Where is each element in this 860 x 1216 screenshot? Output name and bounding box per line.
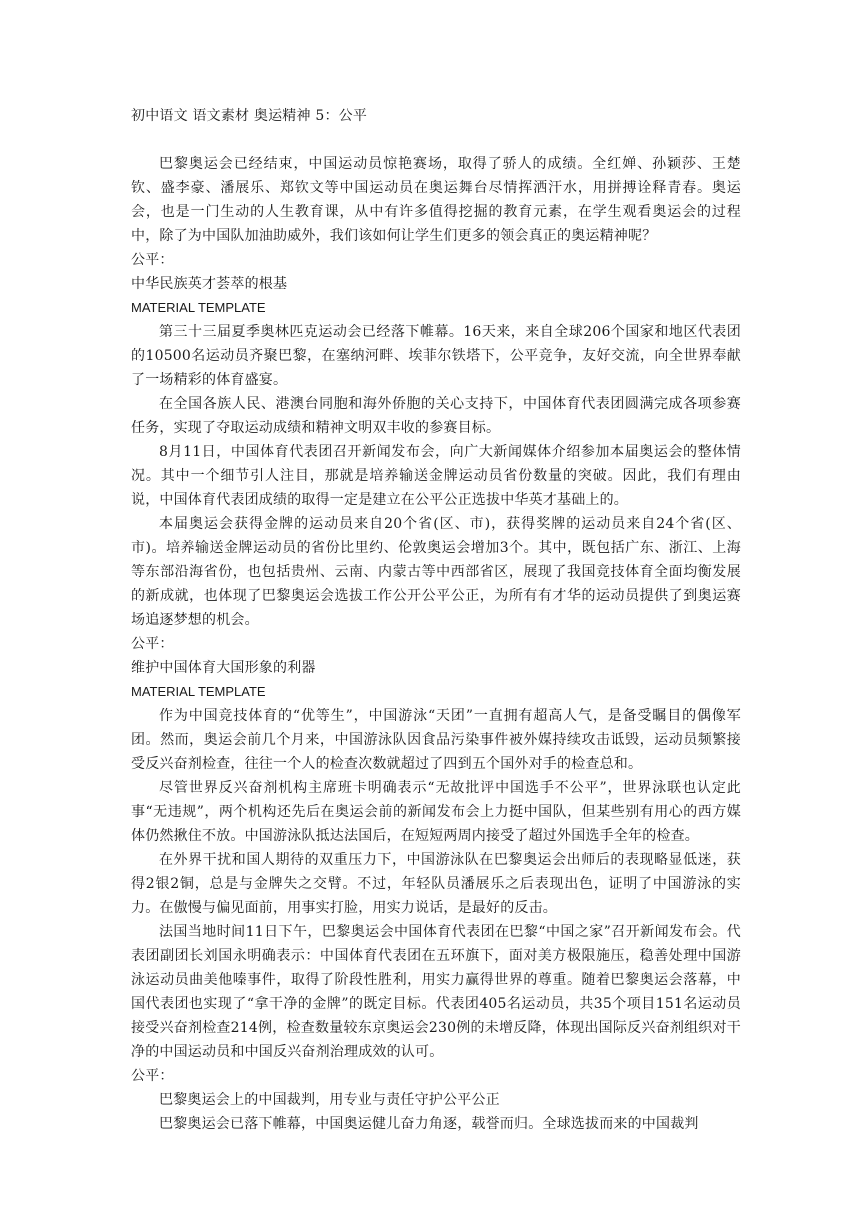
section3-label: 公平：: [131, 1068, 174, 1084]
intro-paragraph: 巴黎奥运会已经结束，中国运动员惊艳赛场，取得了骄人的成绩。全红婵、孙颖莎、王楚钦、盛李豪、潘展乐、郑钦文等中国运动员在奥运舞台尽情挥洒汗水，用拼搏诠释青春。奥运会，也是一门生动的人生教育课，从中有许多值得挖掘的教育元素，在学生观看奥运会的过程中，除了为中国队加油助威外，我们该如何让学生们更多的领会真正的奥运精神呢？: [131, 156, 741, 244]
section1-paragraph: 第三十三届夏季奥林匹克运动会已经落下帷幕。16天来，来自全球206个国家和地区代表团的10500名运动员齐聚巴黎，在塞纳河畔、埃菲尔铁塔下，公平竞争，友好交流，向全世界奉献了一场精彩的体育盛宴。: [131, 324, 741, 388]
section1-label: 公平：: [131, 252, 174, 268]
document-body: [131, 104, 741, 1136]
section2-label: 公平：: [131, 636, 174, 652]
section2-paragraph: 尽管世界反兴奋剂机构主席班卡明确表示“无故批评中国选手不公平”，世界泳联也认定此事“无违规”，两个机构还先后在奥运会前的新闻发布会上力挺中国队，但某些别有用心的西方媒体仍然揪住不放。中国游泳队抵达法国后，在短短两周内接受了超过外国选手全年的检查。: [131, 780, 741, 844]
section2-paragraph: 法国当地时间11日下午，巴黎奥运会中国体育代表团在巴黎“中国之家”召开新闻发布会。代表团副团长刘国永明确表示：中国体育代表团在五环旗下，面对美方极限施压，稳善处理中国游泳运动员曲美他嗪事件，取得了阶段性胜利，用实力赢得世界的尊重。随着巴黎奥运会落幕，中国代表团也实现了“拿干净的金牌”的既定目标。代表团405名运动员，共35个项目151名运动员接受兴奋剂检查214例，检查数量较东京奥运会230例的未增反降，体现出国际反兴奋剂组织对干净的中国运动员和中国反兴奋剂治理成效的认可。: [131, 924, 741, 1060]
section2-heading: 维护中国体育大国形象的利器: [131, 660, 316, 676]
section1-heading: 中华民族英才荟萃的根基: [131, 276, 288, 292]
section2-paragraph: 在外界干扰和国人期待的双重压力下，中国游泳队在巴黎奥运会出师后的表现略显低迷，获得2银2铜，总是与金牌失之交臂。不过，年轻队员潘展乐之后表现出色，证明了中国游泳的实力。在傲慢与偏见面前，用事实打脸，用实力说话，是最好的反击。: [131, 852, 741, 916]
section1-paragraph: 在全国各族人民、港澳台同胞和海外侨胞的关心支持下，中国体育代表团圆满完成各项参赛任务，实现了夺取运动成绩和精神文明双丰收的参赛目标。: [131, 396, 741, 436]
section1-paragraph: 8月11日，中国体育代表团召开新闻发布会，向广大新闻媒体介绍参加本届奥运会的整体情况。其中一个细节引人注目，那就是培养输送金牌运动员省份数量的突破。因此，我们有理由说，中国体育代表团成绩的取得一定是建立在公平公正选拔中华英才基础上的。: [131, 444, 741, 508]
section2-template-label: MATERIAL TEMPLATE: [131, 684, 266, 699]
section3-paragraph: 巴黎奥运会已落下帷幕，中国奥运健儿奋力角逐，载誉而归。全球选拔而来的中国裁判: [159, 1116, 699, 1132]
section3-heading: 巴黎奥运会上的中国裁判，用专业与责任守护公平公正: [159, 1092, 500, 1108]
section2-paragraph: 作为中国竞技体育的“优等生”，中国游泳“天团”一直拥有超高人气，是备受瞩目的偶像军团。然而，奥运会前几个月来，中国游泳队因食品污染事件被外媒持续攻击诋毁，运动员频繁接受反兴奋剂检查，往往一个人的检查次数就超过了四到五个国外对手的检查总和。: [131, 708, 741, 772]
document-title: 初中语文 语文素材 奥运精神 5：公平: [131, 108, 368, 124]
section1-paragraph: 本届奥运会获得金牌的运动员来自20个省(区、市)，获得奖牌的运动员来自24个省(区、市)。培养输送金牌运动员的省份比里约、伦敦奥运会增加3个。其中，既包括广东、浙江、上海等东部沿海省份，也包括贵州、云南、内蒙古等中西部省区，展现了我国竞技体育全面均衡发展的新成就，也体现了巴黎奥运会选拔工作公开公平公正，为所有有才华的运动员提供了到奥运赛场追逐梦想的机会。: [131, 516, 741, 628]
section1-template-label: MATERIAL TEMPLATE: [131, 300, 266, 315]
